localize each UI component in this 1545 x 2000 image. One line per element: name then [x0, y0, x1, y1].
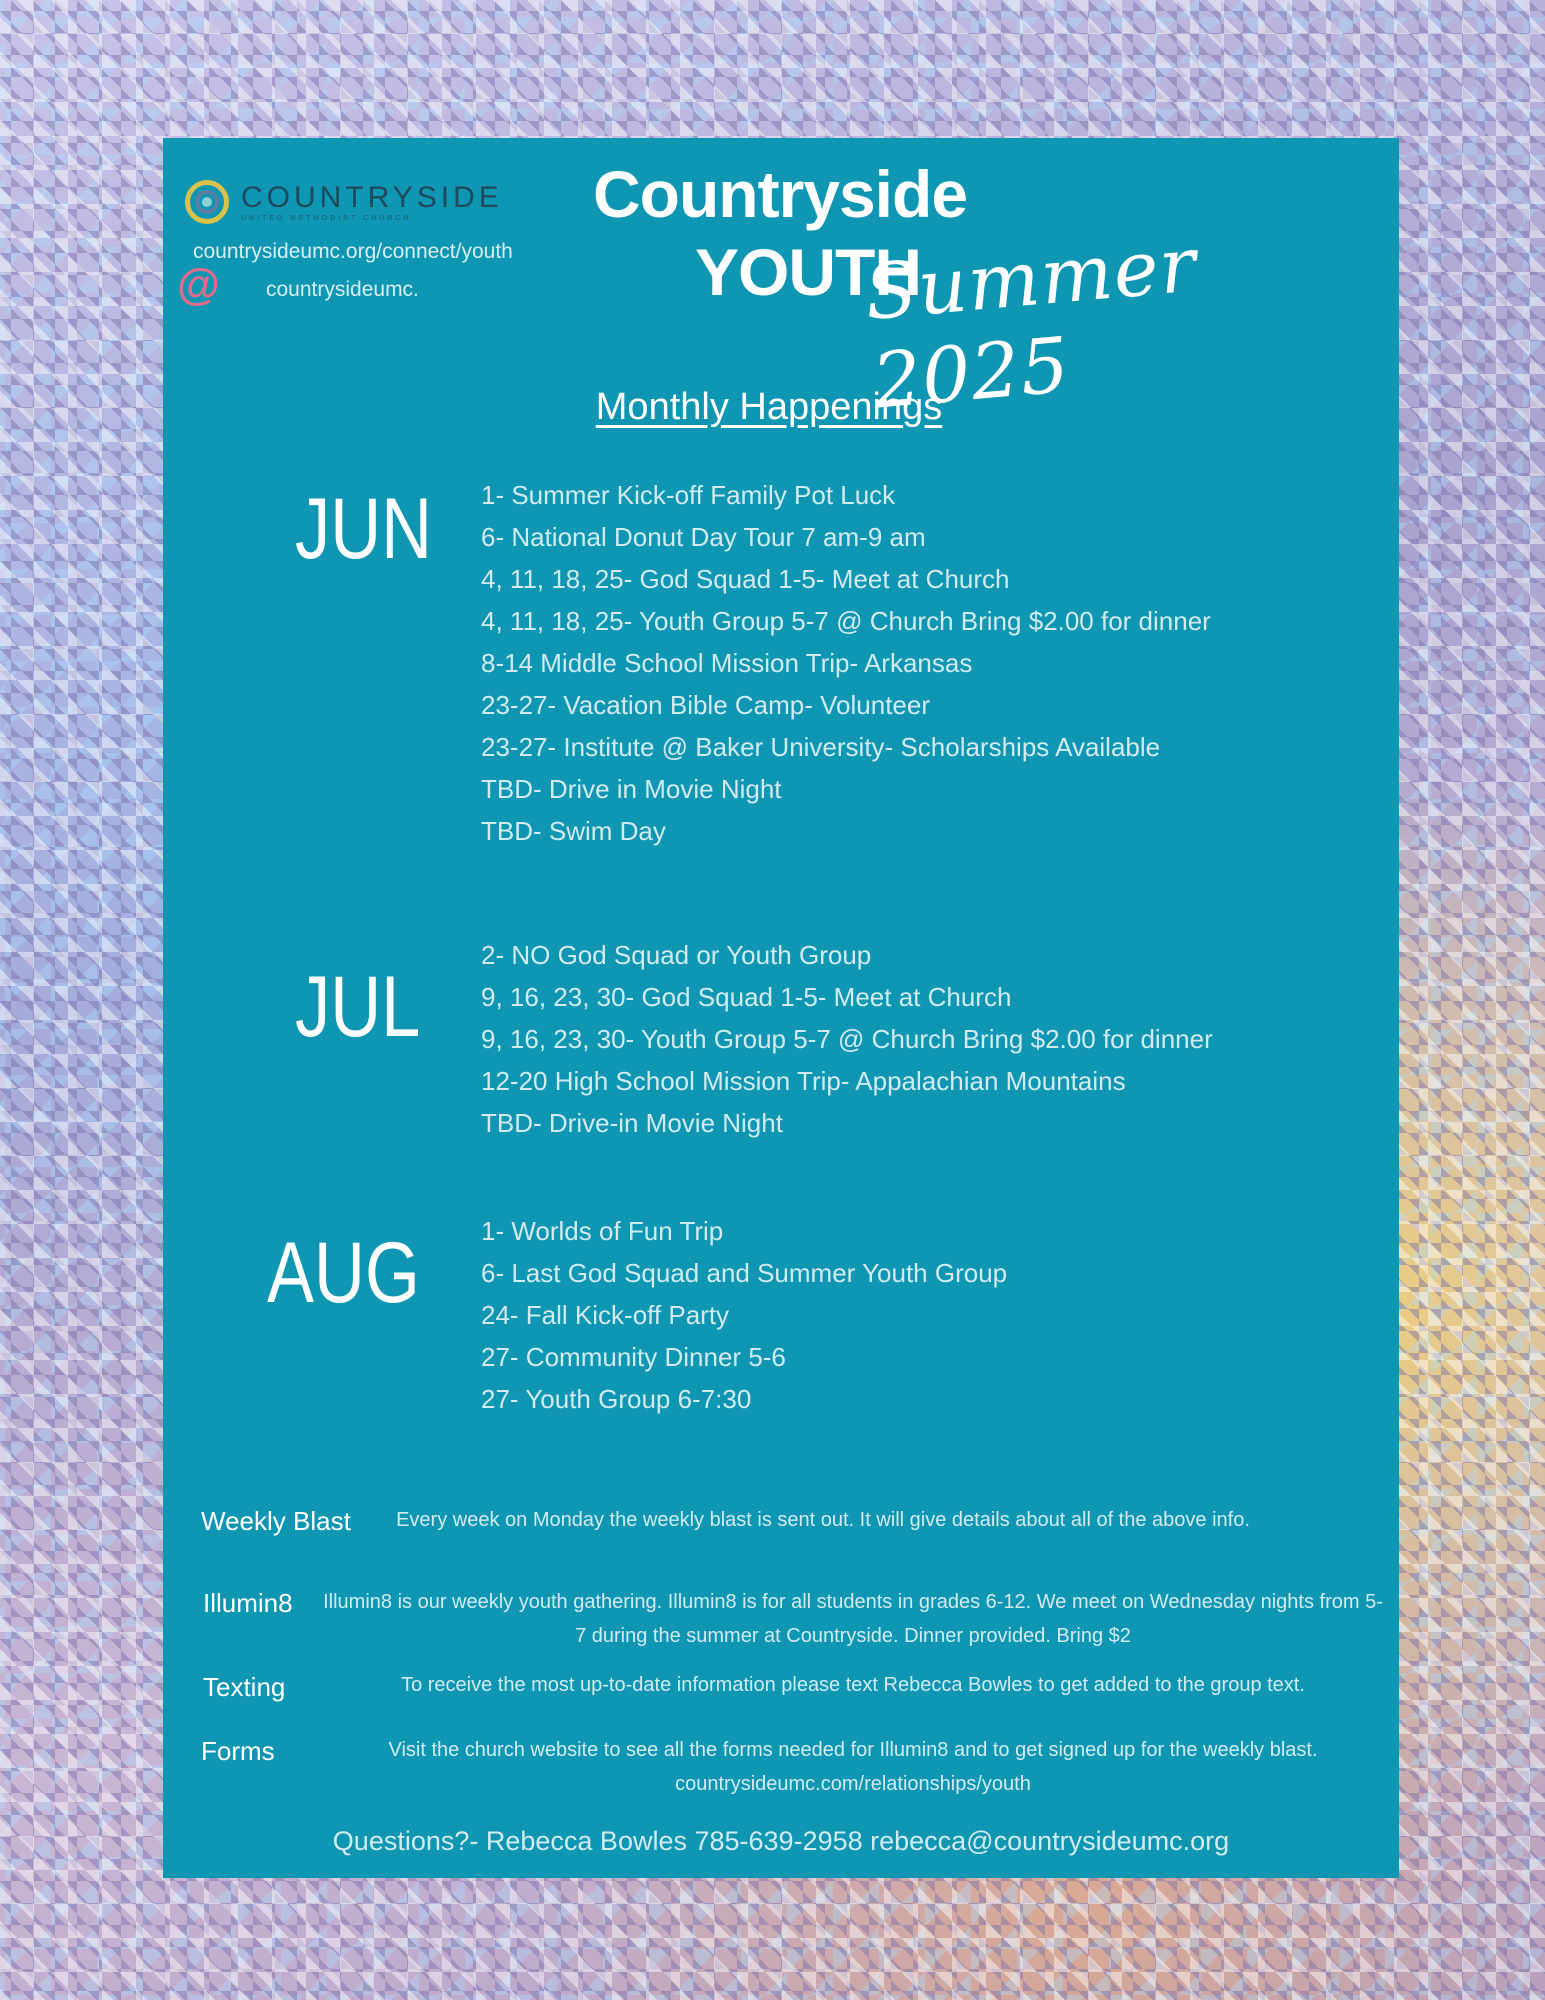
- logo-subtitle: UNITED METHODIST CHURCH: [241, 214, 412, 222]
- list-item: 4, 11, 18, 25- God Squad 1-5- Meet at Church: [481, 564, 1010, 594]
- title-countryside: Countryside: [593, 157, 968, 231]
- list-item: 6- National Donut Day Tour 7 am-9 am: [481, 522, 926, 552]
- instagram-icon: @: [177, 260, 220, 309]
- list-item: 8-14 Middle School Mission Trip- Arkansas: [481, 648, 973, 678]
- spiral-logo-icon: [185, 180, 229, 224]
- info-text-weekly-blast: Every week on Monday the weekly blast is sent out. It will give details about all of the above info.: [396, 1509, 1250, 1531]
- info-label-weekly-blast: Weekly Blast: [201, 1506, 351, 1536]
- list-item: 9, 16, 23, 30- Youth Group 5-7 @ Church Bring $2.00 for dinner: [481, 1024, 1213, 1054]
- social-handle: countrysideumc.: [266, 278, 419, 301]
- info-text-forms: [323, 1733, 1383, 1801]
- list-item: 27- Youth Group 6-7:30: [481, 1384, 752, 1414]
- info-text-illumin8: Illumin8 is our weekly youth gathering. Illumin8 is for all students in grades 6-12. We meet on Wednesday nights from 5-7 during the summer at Countryside. Dinner provided. Bring $2: [323, 1591, 1383, 1647]
- list-item: 9, 16, 23, 30- God Squad 1-5- Meet at Church: [481, 982, 1012, 1012]
- month-label-jul: JUL: [295, 959, 421, 1055]
- list-item: 12-20 High School Mission Trip- Appalachian Mountains: [481, 1066, 1126, 1096]
- church-logo: [185, 180, 503, 224]
- list-item: 2- NO God Squad or Youth Group: [481, 940, 872, 970]
- month-label-aug: AUG: [267, 1225, 420, 1321]
- list-item: 1- Worlds of Fun Trip: [481, 1216, 724, 1246]
- list-item: TBD- Swim Day: [481, 816, 666, 846]
- forms-url[interactable]: countrysideumc.com/relationships/youth: [675, 1773, 1031, 1795]
- section-title: Monthly Happenings: [595, 386, 943, 428]
- list-item: 1- Summer Kick-off Family Pot Luck: [481, 480, 896, 510]
- list-item: 24- Fall Kick-off Party: [481, 1300, 730, 1330]
- list-item: 23-27- Institute @ Baker University- Scholarships Available: [481, 732, 1161, 762]
- list-item: TBD- Drive in Movie Night: [481, 774, 782, 804]
- website-url: countrysideumc.org/connect/youth: [193, 240, 513, 263]
- flyer-panel: [163, 138, 1399, 1878]
- title-youth: YOUTH: [695, 235, 921, 309]
- logo-name: COUNTRYSIDE: [241, 180, 503, 214]
- info-label-texting: Texting: [203, 1672, 286, 1702]
- info-label-illumin8: Illumin8: [203, 1588, 293, 1618]
- forms-description: Visit the church website to see all the forms needed for Illumin8 and to get signed up for the weekly blast.: [388, 1739, 1318, 1761]
- month-label-jun: JUN: [295, 481, 433, 577]
- list-item: 27- Community Dinner 5-6: [481, 1342, 786, 1372]
- title-summer-2025: Summer 2025: [861, 219, 1201, 426]
- list-item: 4, 11, 18, 25- Youth Group 5-7 @ Church Bring $2.00 for dinner: [481, 606, 1211, 636]
- info-label-forms: Forms: [201, 1736, 275, 1766]
- event-list-jun: [481, 474, 1211, 852]
- event-list-aug: [481, 1210, 1007, 1420]
- event-list-jul: [481, 934, 1213, 1144]
- info-text-texting: To receive the most up-to-date information please text Rebecca Bowles to get added to the group text.: [401, 1674, 1305, 1696]
- list-item: 23-27- Vacation Bible Camp- Volunteer: [481, 690, 930, 720]
- contact-line: Questions?- Rebecca Bowles 785-639-2958 rebecca@countrysideumc.org: [332, 1826, 1230, 1856]
- list-item: 6- Last God Squad and Summer Youth Group: [481, 1258, 1008, 1288]
- list-item: TBD- Drive-in Movie Night: [481, 1108, 783, 1138]
